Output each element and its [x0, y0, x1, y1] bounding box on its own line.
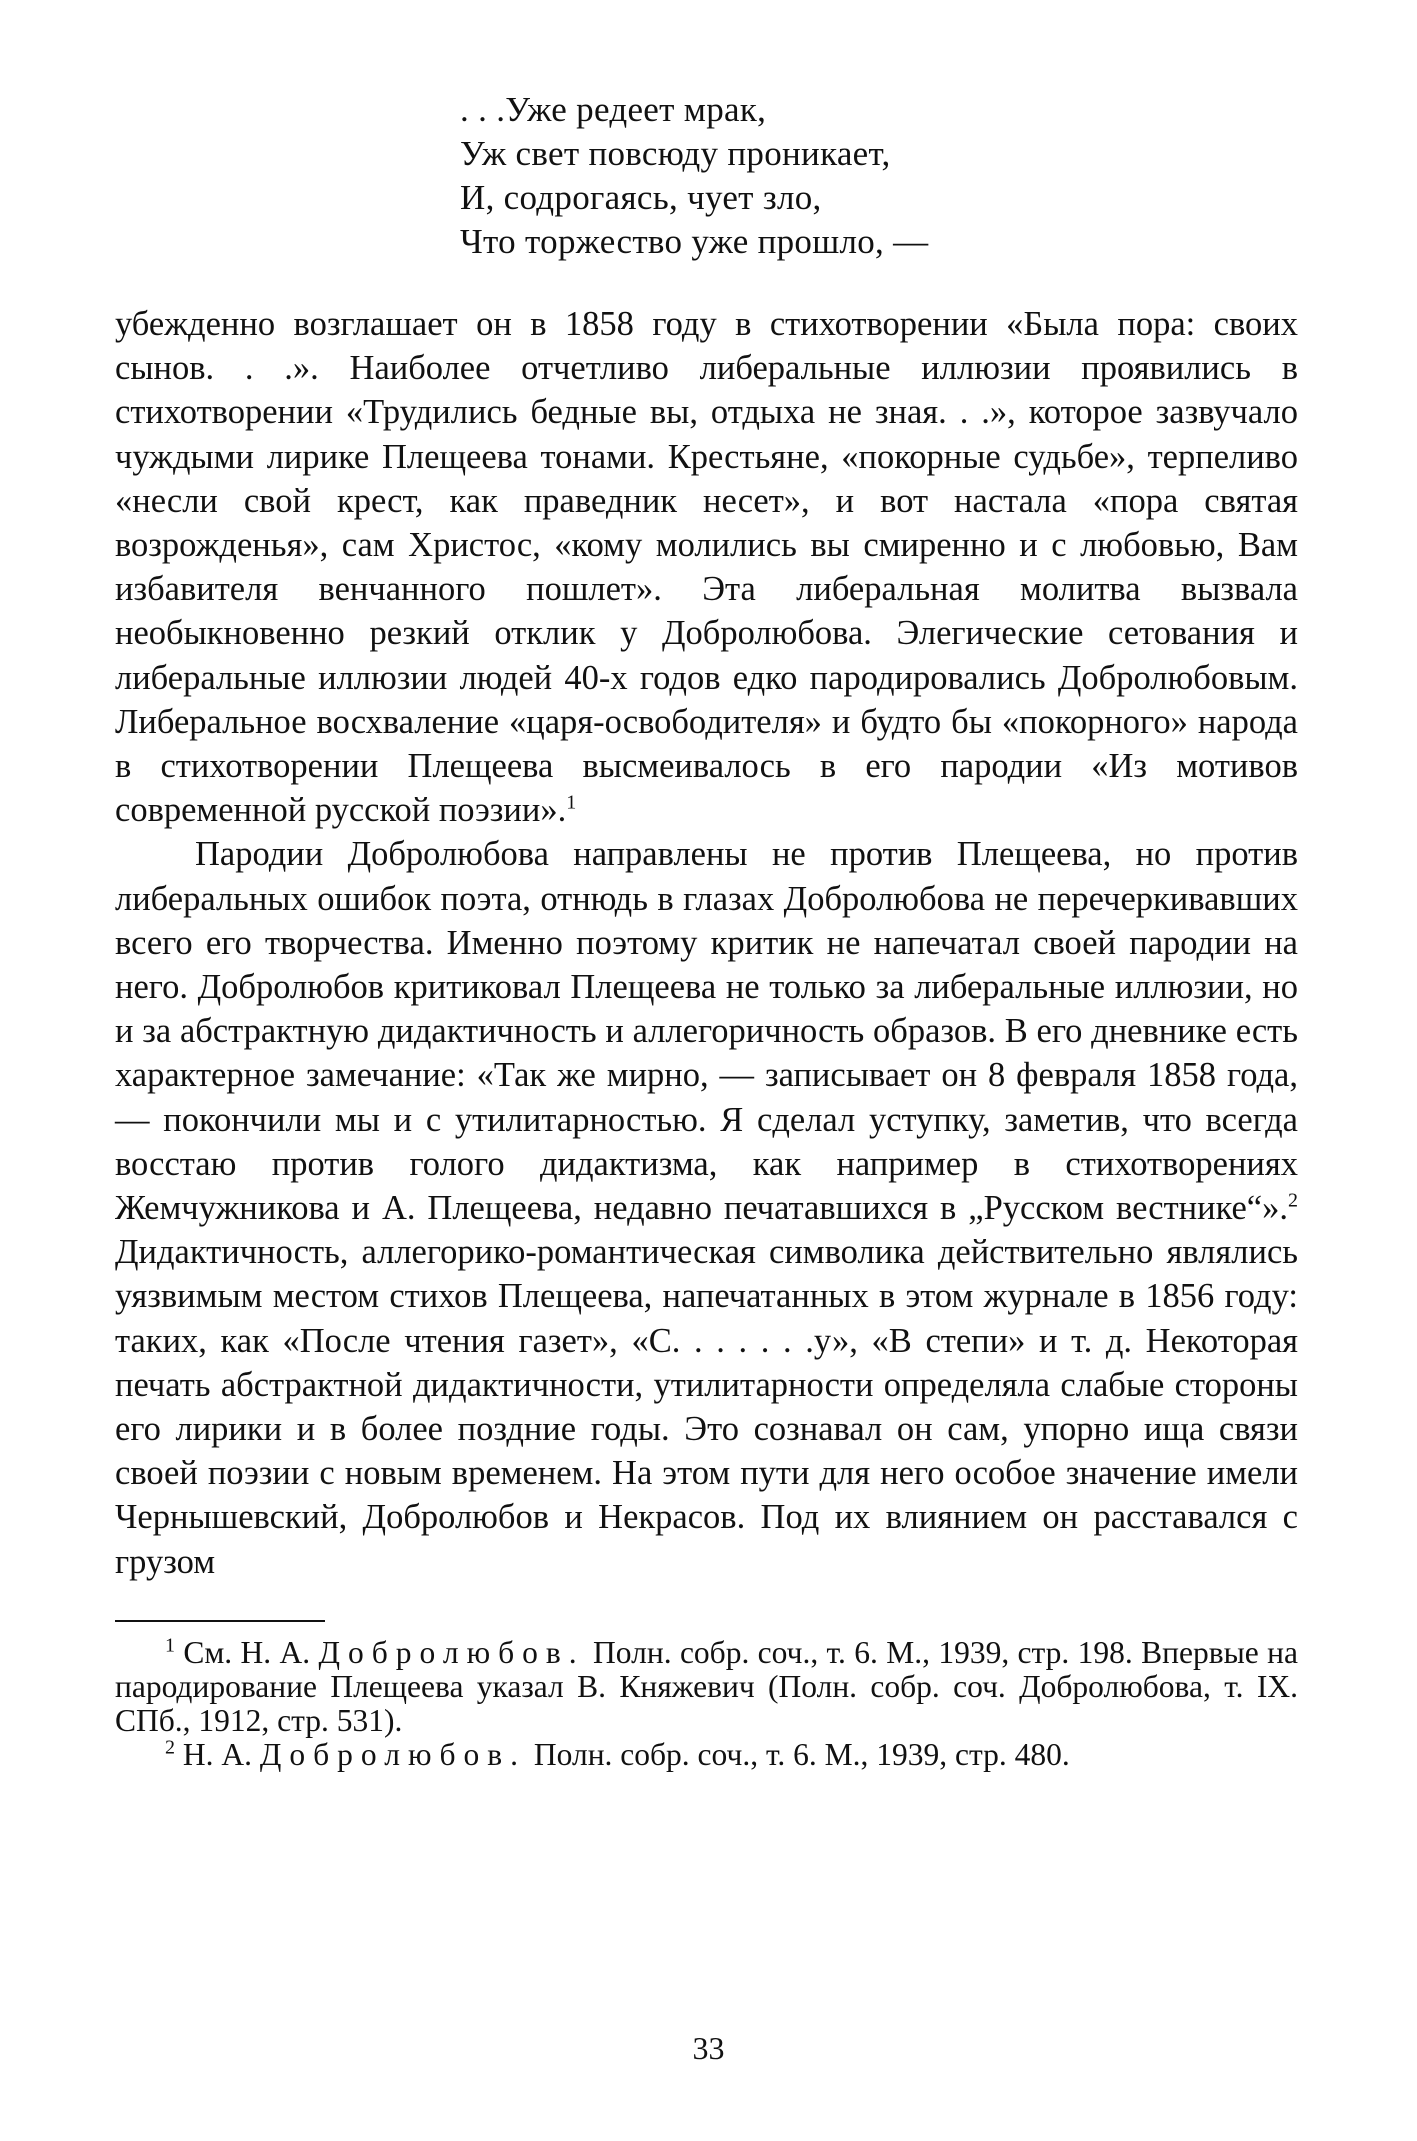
verse-line: . . .Уже редеет мрак,: [460, 90, 767, 129]
footnote-2-author: Добролюбов.: [259, 1736, 527, 1772]
footnote-divider: [115, 1620, 325, 1622]
footnote-2-mark: 2: [165, 1736, 175, 1759]
verse-line: Что торжество уже прошло, —: [460, 222, 929, 261]
footnotes: [115, 1636, 1298, 1772]
footnote-2-citation: Полн. собр. соч., т. 6. М., 1939, стр. 480.: [526, 1736, 1070, 1772]
footnote-2: [115, 1738, 1298, 1772]
footnote-1: [115, 1636, 1298, 1738]
footnote-1-prefix: См. Н. А.: [175, 1634, 319, 1670]
footnote-1-citation: Полн. собр. соч., т. 6. М., 1939, стр. 198. Впервые на пародирование Плещеева указал В. Княжевич (Полн. собр. соч. Добролюбова, т. IX. СПб., 1912, стр. 531).: [115, 1634, 1298, 1738]
paragraph-2-text-continued: Дидактичность, аллегорико-романтическая символика действительно являлись уязвимым местом стихов Плещеева, напечатанных в этом журнале в 1856 году: таких, как «После чтения газет», «С. . . . . . .у», «В степи» и т. д. Некоторая печать абстрактной дидактичности, утилитарности определяла слабые стороны его лирики и в более поздние годы. Это сознавал он сам, упорно ища связи своей поэзии с новым временем. На этом пути для него особое значение имели Чернышевский, Добролюбов и Некрасов. Под их влиянием он расставался с грузом: [115, 1233, 1298, 1581]
book-page: [115, 88, 1298, 1772]
body-text: [115, 302, 1298, 1584]
paragraph-2: [115, 832, 1298, 1583]
verse-line: Уж свет повсюду проникает,: [460, 134, 891, 173]
page-number: 33: [692, 2030, 725, 2066]
footnote-ref-2: 2: [1288, 1189, 1298, 1212]
footnote-ref-1: 1: [566, 791, 577, 814]
verse-line: И, содрогаясь, чует зло,: [460, 178, 822, 217]
footnote-1-mark: 1: [165, 1634, 175, 1657]
paragraph-1-text: убежденно возглашает он в 1858 году в стихотворении «Была пора: своих сынов. . .». Наиболее отчетливо либеральные иллюзии проявились в стихотворении «Трудились бедные вы, отдыха не зная. . .», которое зазвучало чуждыми лирике Плещеева тонами. Крестьяне, «покорные судьбе», терпеливо «несли свой крест, как праведник несет», и вот настала «пора святая возрожденья», сам Христос, «кому молились вы смиренно и с любовью, Вам избавителя венчанного пошлет». Эта либеральная молитва вызвала необыкновенно резкий отклик у Добролюбова. Элегические сетования и либеральные иллюзии людей 40-х годов едко пародировались Добролюбовым. Либеральное восхваление «царя-освободителя» и будто бы «покорного» народа в стихотворении Плещеева высмеивалось в его пародии «Из мотивов современной русской поэзии».: [115, 305, 1298, 830]
footnote-2-prefix: Н. А.: [175, 1736, 260, 1772]
paragraph-2-text: Пародии Добролюбова направлены не против Плещеева, но против либеральных ошибок поэта, отнюдь в глазах Добролюбова не перечеркивавших всего его творчества. Именно поэтому критик не напечатал своей пародии на него. Добролюбов критиковал Плещеева не только за либеральные иллюзии, но и за абстрактную дидактичность и аллегоричность образов. В его дневнике есть характерное замечание: «Так же мирно, — записывает он 8 февраля 1858 года, — покончили мы и с утилитарностью. Я сделал уступку, заметив, что всегда восстаю против голого дидактизма, как например в стихотворениях Жемчужникова и А. Плещеева, недавно печатавшихся в „Русском вестнике“».: [115, 835, 1298, 1228]
footnote-1-author: Добролюбов.: [318, 1634, 585, 1670]
verse-quote: [460, 88, 1298, 264]
paragraph-1: [115, 302, 1298, 832]
